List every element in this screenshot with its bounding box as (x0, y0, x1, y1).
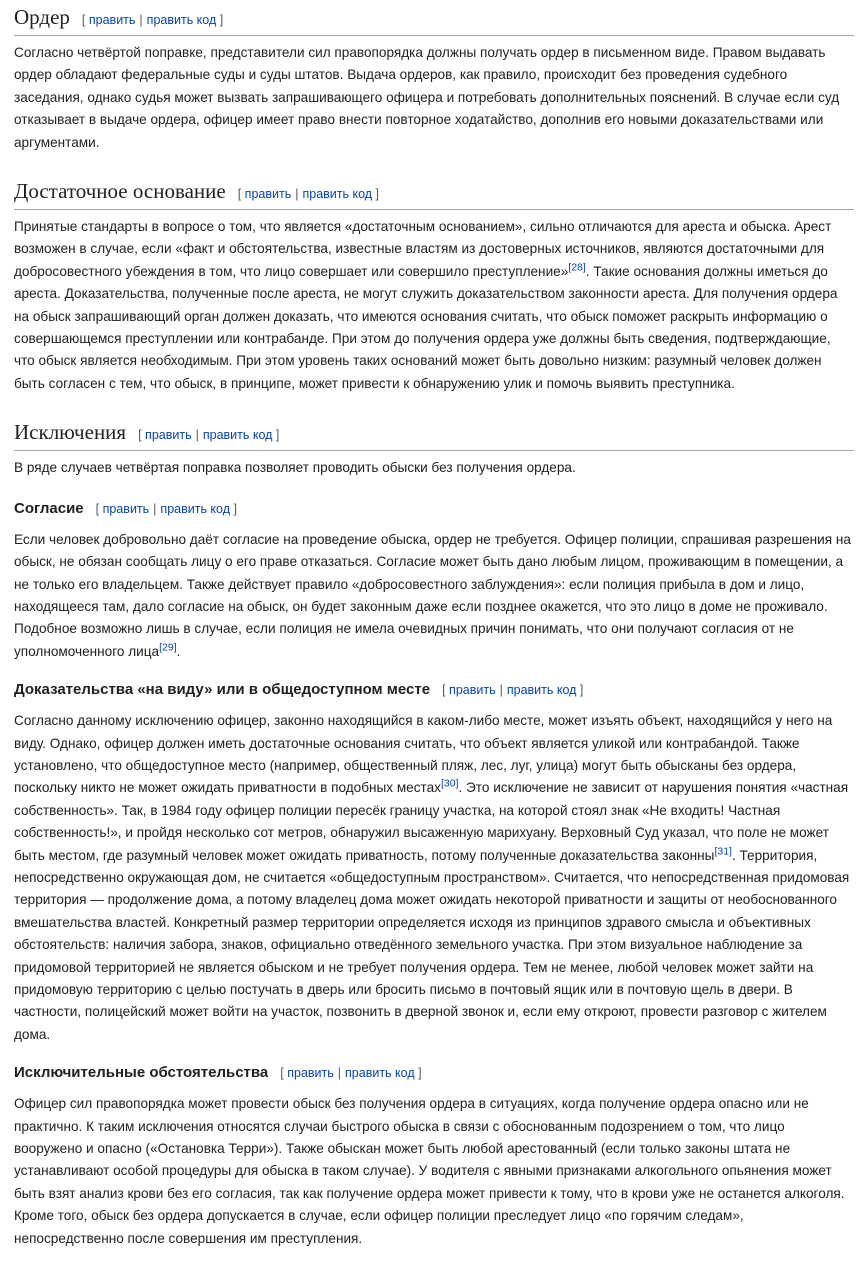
edit-section-consent: [ править | править код ] (95, 501, 237, 516)
paragraph-probable-cause: Принятые стандарты в вопросе о том, что является «достаточным основанием», сильно отличаются для ареста и обыска. Арест возможен в случае, если «факт и обстоятельства, известные властям из достоверных источников, являются достаточными для добросовестного убеждения в том, что лицо совершает или совершило преступление»[28]. Такие основания должны иметься до ареста. Доказательства, полученные после ареста, не могут служить доказательством законности ареста. Для получения ордера на обыск запрашивающий орган должен доказать, что имеются основания считать, что обыск поможет раскрыть информацию о совершающемся преступлении или контрабанде. При этом до получения ордера уже должны быть сведения, подтверждающие, что обыск является необходимым. При этом уровень таких оснований может быть довольно низким: разумный человек должен быть согласен с тем, что обыск, в принципе, может привести к обнаружению улик и помочь выявить преступника. (14, 219, 838, 391)
edit-code-link[interactable]: править код (160, 501, 231, 516)
edit-code-link[interactable]: править код (506, 683, 577, 698)
paragraph-plain-view: Согласно данному исключению офицер, законно находящийся в каком-либо месте, может изъять объект, находящийся у него на виду. Однако, офицер должен иметь достаточные основания считать, что объект является уликой или контрабандой. Также установлено, что общедоступное место (например, общественный пляж, лес, луг, улица) могут быть обысканы без ордера, поскольку никто не может ожидать приватности в подобных местах[30]. Это исключение не зависит от нарушения понятия «частная собственность». Так, в 1984 году офицер полиции пересёк границу участка, на которой стоял знак «Не входить! Частная собственность!», и пройдя несколько сот метров, обнаружил высаженную марихуану. Верховный Суд указал, что поле не может быть местом, где разумный человек может ожидать приватность, потому полученные доказательства законны[31]. Территория, непосредственно окружающая дом, не считается «общедоступным пространством». Считается, что непосредственная придомовая территория — продолжение дома, а потому владелец дома может ожидать некоторой приватности и защиты от необоснованного вмешательства властей. Конкретный размер территории определяется исходя из принципов здравого смысла и объективных обстоятельств: наличия забора, знаков, официально отведённого земельного участка. При этом визуальное наблюдение за придомовой территорией не является обыском и не требует получения ордера. Тем не менее, любой человек может зайти на придомовую территорию с целью постучать в дверь или бросить письмо в почтовый ящик или в почтовую щель в двери. В частности, полицейский может войти на участок, позвонить в дверной звонок и, если ему откроют, провести разговор с жителем дома. (14, 713, 850, 1042)
edit-section-order: [ править | править код ] (81, 13, 224, 27)
edit-section-exceptions: [ править | править код ] (138, 428, 280, 443)
paragraph-consent: Если человек добровольно даёт согласие на проведение обыска, ордер не требуется. Офицер полиции, спрашивая разрешения на обыск, не обязан сообщать лицу о его праве отказаться. Согласие может быть дано любым лицом, проживающим в помещении, а не только его владельцем. Также действует правило «добросовестного заблуждения»: если полиция прибыла в дом и лицо, находящееся там, дало согласие на обыск, он будет законным даже если позднее окажется, что это лицо в доме не проживало. Подобное возможно лишь в случае, если полиция не имела очевидных причин понимать, что они получают согласия от не уполномоченного лица[29]. (14, 531, 851, 659)
heading-probable-cause (14, 174, 854, 210)
edit-code-link[interactable]: править код (202, 428, 273, 443)
edit-section-probable-cause: [ править | править код ] (237, 187, 380, 202)
heading-order-title: Ордер (14, 5, 70, 29)
heading-exigent (14, 1062, 854, 1084)
heading-consent (14, 498, 854, 520)
edit-code-link[interactable]: править код (345, 1066, 415, 1081)
heading-exceptions (14, 415, 854, 451)
edit-link[interactable]: править (88, 13, 136, 27)
edit-link[interactable]: править (102, 501, 150, 516)
heading-exceptions-title: Исключения (14, 420, 127, 445)
edit-code-link[interactable]: править код (146, 13, 217, 27)
reference-30[interactable]: [30] (440, 777, 459, 790)
reference-31[interactable]: [31] (714, 845, 732, 858)
heading-order (14, 0, 854, 36)
edit-link[interactable]: править (287, 1066, 334, 1081)
heading-plain-view (14, 679, 854, 701)
edit-link[interactable]: править (145, 428, 192, 443)
reference-29[interactable]: [29] (159, 641, 177, 654)
article-content (14, 0, 854, 1250)
paragraph-exceptions: В ряде случаев четвёртая поправка позволяет проводить обыски без получения ордера. (14, 460, 576, 476)
paragraph-order: Согласно четвёртой поправке, представители сил правопорядка должны получать ордер в письменном виде. Правом выдавать ордер обладают федеральные суды и суды штатов. Выдача ордеров, как правило, происходит без проведения судебного заседания, однако судья может вызвать запрашивающего офицера и потребовать дополнительных пояснений. В случае если суд отказывает в выдаче ордера, офицер имеет право внести повторное ходатайство, дополнив его новыми доказательствами или аргументами. (14, 45, 840, 150)
heading-plain-view-title: Доказательства «на виду» или в общедоступном месте (14, 681, 431, 699)
edit-section-plain-view: [ править | править код ] (442, 683, 584, 698)
reference-28[interactable]: [28] (568, 261, 586, 274)
heading-consent-title: Согласие (14, 499, 84, 517)
heading-exigent-title: Исключительные обстоятельства (14, 1064, 269, 1082)
heading-probable-cause-title: Достаточное основание (14, 179, 226, 204)
paragraph-exigent: Офицер сил правопорядка может провести обыск без получения ордера в ситуациях, когда получение ордера опасно или не практично. К таким исключения относятся случаи быстрого обыска в связи с обоснованным подозрением о том, что лицо вооружено и опасно («Остановка Терри»). Также обыскан может быть любой арестованный (если только законы штата не устанавливают особой процедуры для обыска в таком случае). У водителя с явными признаками алкогольного опьянения может быть взят анализ крови без его согласия, так как получение ордера может привести к тому, что в крови уже не останется алкоголя. Кроме того, обыск без ордера допускается в случае, если офицер полиции преследует лицо «по горячим следам», непосредственно после совершения им преступления. (14, 1096, 845, 1246)
edit-link[interactable]: править (449, 683, 496, 698)
edit-code-link[interactable]: править код (302, 187, 373, 202)
edit-link[interactable]: править (244, 187, 292, 202)
edit-section-exigent: [ править | править код ] (280, 1066, 422, 1081)
